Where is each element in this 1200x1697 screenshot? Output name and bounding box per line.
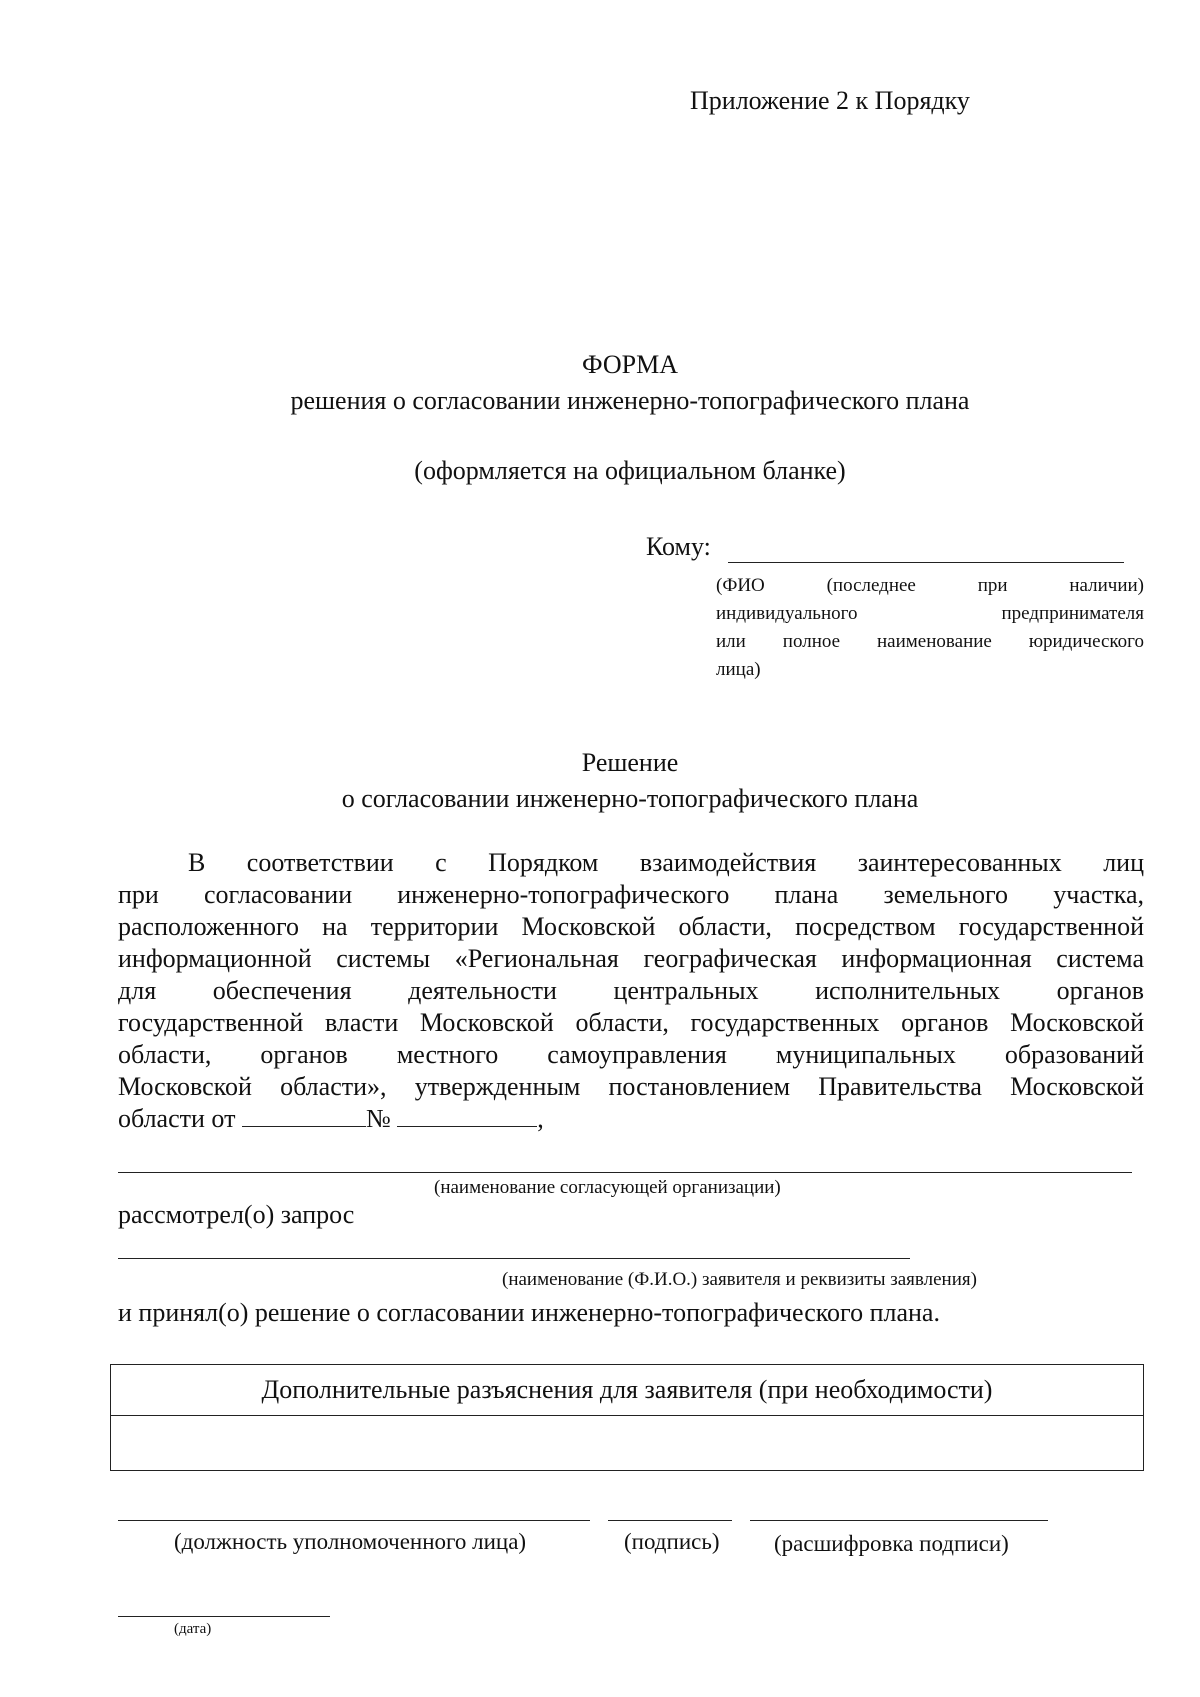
explanations-cell[interactable] — [111, 1416, 1144, 1471]
applicant-line — [118, 1258, 910, 1259]
body-line: информационной системы «Региональная географическая информационная система — [118, 944, 1144, 973]
addressee-hint-line: (ФИО (последнее при наличии) — [716, 575, 1144, 596]
body-line: при согласовании инженерно-топографического плана земельного участка, — [118, 880, 1144, 909]
position-caption: (должность уполномоченного лица) — [174, 1529, 527, 1554]
decision-heading: Решение — [581, 748, 679, 777]
date-line — [118, 1616, 330, 1617]
organization-caption: (наименование согласующей организации) — [434, 1177, 781, 1198]
reviewed-label: рассмотрел(о) запрос — [118, 1200, 355, 1229]
accepted-text: и принял(о) решение о согласовании инженерно-топографического плана. — [118, 1298, 940, 1327]
number-blank — [397, 1104, 537, 1127]
body-line: В соответствии с Порядком взаимодействия заинтересованных лиц — [188, 848, 1144, 877]
signature-caption: (подпись) — [624, 1529, 720, 1554]
date-caption: (дата) — [174, 1621, 212, 1637]
addressee-hint-line: лица) — [716, 659, 761, 680]
position-line — [118, 1520, 590, 1521]
body-last-line-start: области от — [118, 1104, 236, 1133]
signature-line — [608, 1520, 732, 1521]
form-note: (оформляется на официальном бланке) — [414, 456, 846, 485]
explanations-header: Дополнительные разъяснения для заявителя (при необходимости) — [111, 1365, 1144, 1416]
body-comma: , — [537, 1104, 544, 1133]
decode-line — [750, 1520, 1048, 1521]
decision-subheading: о согласовании инженерно-топографического плана — [341, 784, 919, 813]
date-blank — [242, 1104, 366, 1127]
organization-line — [118, 1172, 1132, 1173]
appendix-reference: Приложение 2 к Порядку — [690, 86, 970, 115]
applicant-caption: (наименование (Ф.И.О.) заявителя и реквизиты заявления) — [502, 1269, 977, 1290]
form-subtitle: решения о согласовании инженерно-топографического плана — [290, 386, 970, 415]
body-line: государственной власти Московской области, государственных органов Московской — [118, 1008, 1144, 1037]
addressee-hint-line: индивидуального предпринимателя — [716, 603, 1144, 624]
body-last-line — [118, 1104, 544, 1134]
number-sign: № — [365, 1104, 391, 1133]
body-line: Московской области», утвержденным постановлением Правительства Московской — [118, 1072, 1144, 1101]
addressee-line — [728, 562, 1124, 563]
explanations-table — [110, 1364, 1144, 1471]
addressee-hint-line: или полное наименование юридического — [716, 631, 1144, 652]
decode-caption: (расшифровка подписи) — [774, 1531, 1009, 1556]
addressee-hint — [716, 572, 1144, 684]
form-title: ФОРМА — [582, 350, 678, 379]
body-line: расположенного на территории Московской области, посредством государственной — [118, 912, 1144, 941]
addressee-label: Кому: — [646, 532, 711, 561]
body-line: области, органов местного самоуправления муниципальных образований — [118, 1040, 1144, 1069]
body-line: для обеспечения деятельности центральных исполнительных органов — [118, 976, 1144, 1005]
